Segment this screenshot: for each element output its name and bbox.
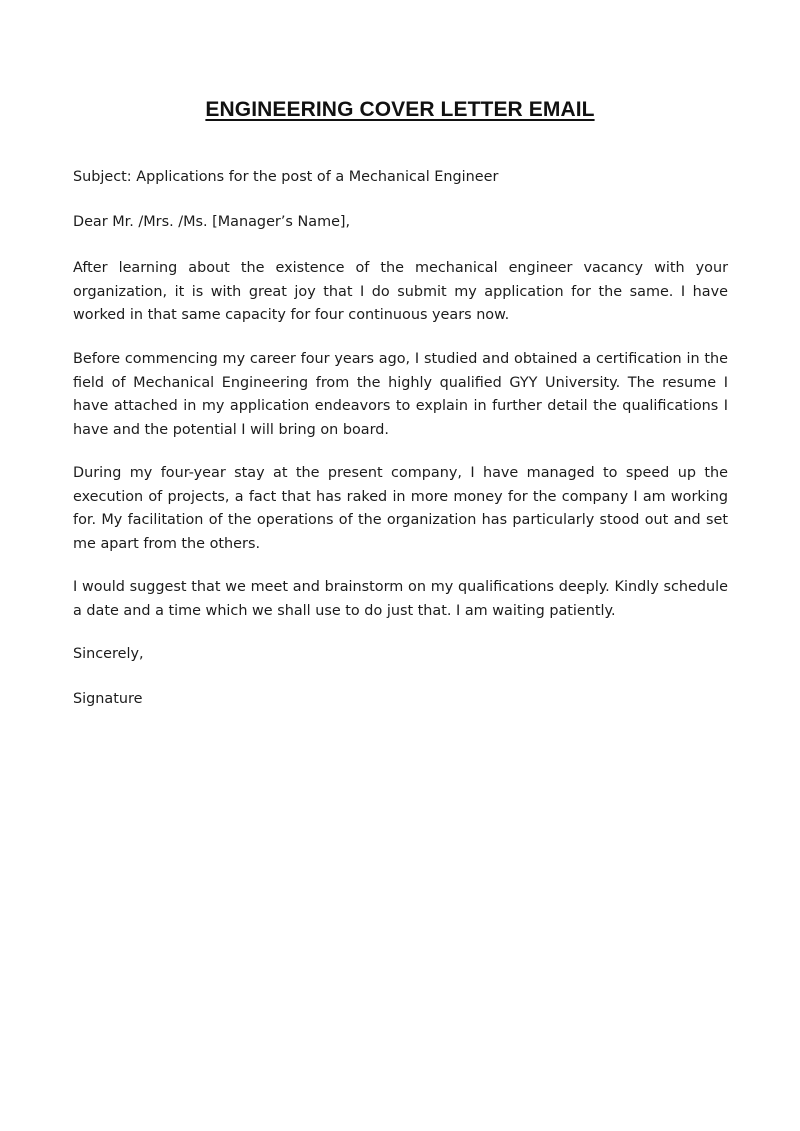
paragraph-request: I would suggest that we meet and brainstorm on my qualifications deeply. Kindly schedule a date and a time which we shall use to do just that. I am waiting patiently. — [73, 579, 728, 619]
subject-line: Subject: Applications for the post of a Mechanical Engineer — [73, 169, 499, 185]
paragraph-education: Before commencing my career four years ago, I studied and obtained a certification in the field of Mechanical Engineering from the highly qualified GYY University. The resume I have attached in my application endeavors to explain in further detail the qualifications I have and the potential I will bring on board. — [73, 351, 728, 438]
signature: Signature — [73, 691, 143, 707]
document-title: ENGINEERING COVER LETTER EMAIL — [205, 98, 595, 121]
closing: Sincerely, — [73, 646, 144, 662]
paragraph-vacancy: After learning about the existence of the mechanical engineer vacancy with your organization, it is with great joy that I do submit my application for the same. I have worked in that same capacity for four continuous years now. — [73, 260, 728, 323]
paragraph-experience: During my four-year stay at the present company, I have managed to speed up the execution of projects, a fact that has raked in more money for the company I am working for. My facilitation of the operations of the organization has particularly stood out and set me apart from the others. — [73, 465, 728, 552]
salutation: Dear Mr. /Mrs. /Ms. [Manager’s Name], — [73, 214, 351, 230]
